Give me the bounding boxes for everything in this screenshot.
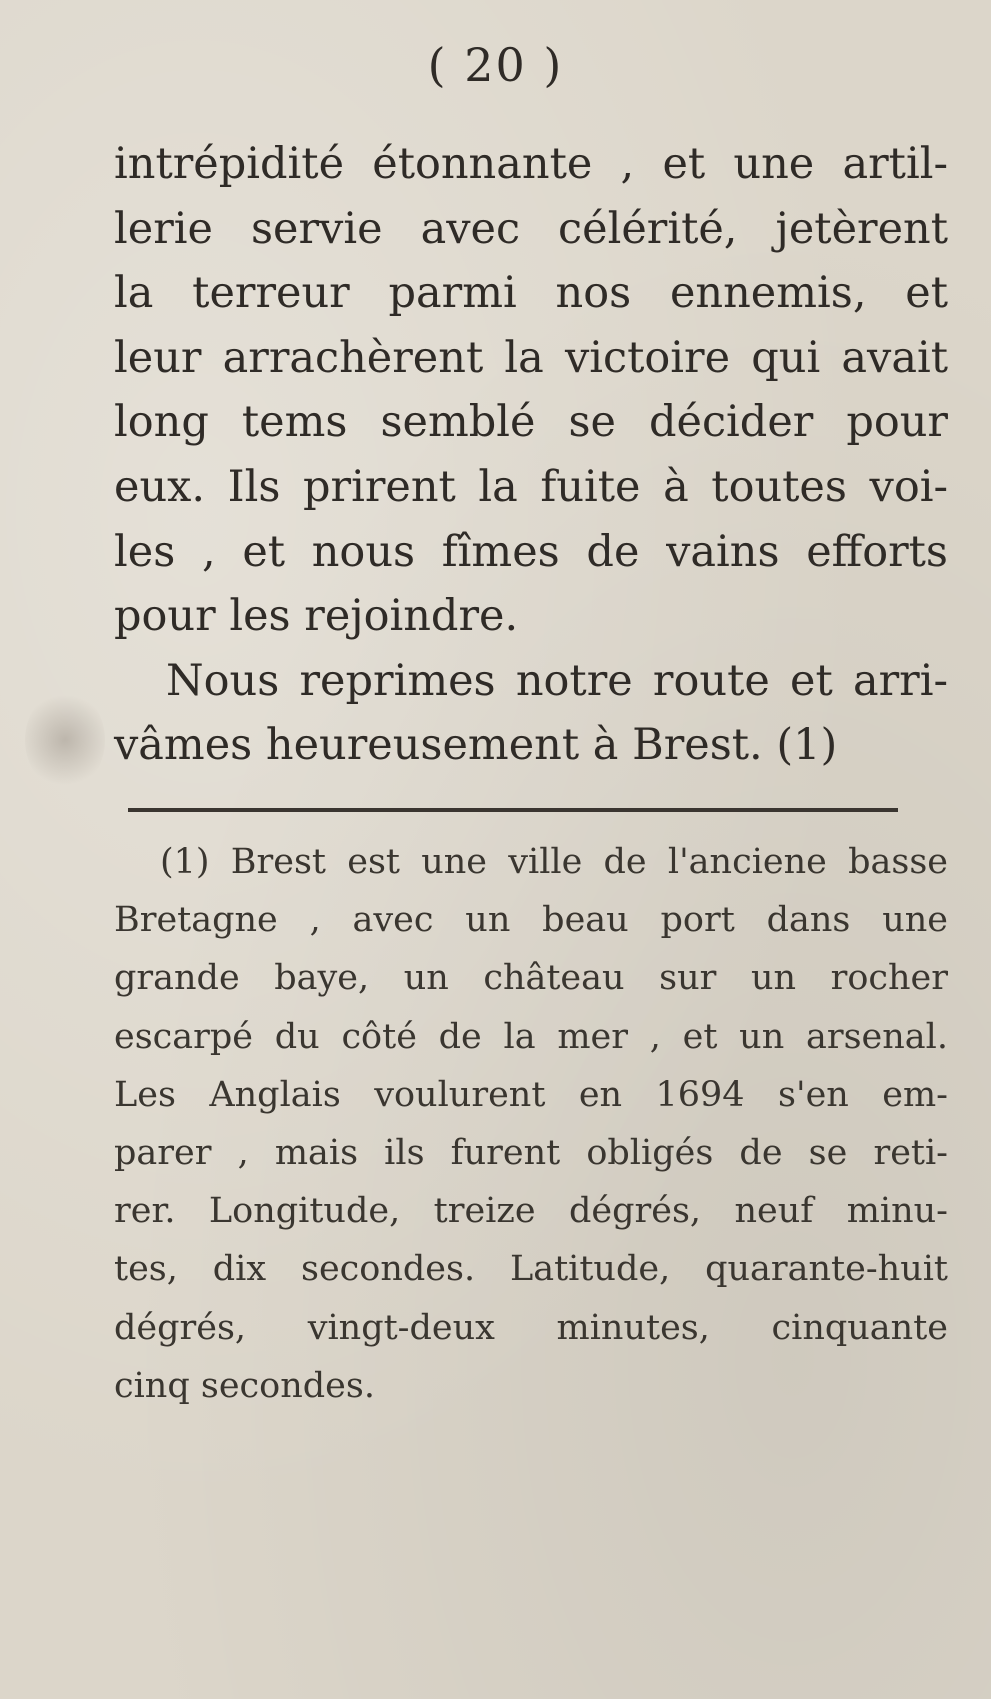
footnote-line: grande baye, un château sur un rocher (114, 958, 948, 999)
footnote-line: dégrés, vingt-deux minutes, cinquante (114, 1307, 948, 1348)
footnote-line: escarpé du côté de la mer , et un arsenal. (114, 1016, 948, 1057)
main-text-line: les , et nous fîmes de vains efforts (114, 526, 948, 577)
main-text (114, 132, 948, 778)
main-text-line: Nous reprimes notre route et arri- (166, 655, 948, 706)
footnote-line: rer. Longitude, treize dégrés, neuf minu- (114, 1191, 948, 1232)
main-text-line: vâmes heureusement à Brest. (1) (114, 720, 838, 771)
main-text-line: intrépidité étonnante , et une artil- (114, 139, 948, 189)
footnote-line: Bretagne , avec un beau port dans une (114, 900, 948, 941)
footnote-line: parer , mais ils furent obligés de se reti- (114, 1133, 948, 1174)
footnote-line: cinq secondes. (114, 1365, 375, 1406)
footnote-line: (1) Brest est une ville de l'anciene basse (160, 842, 948, 882)
main-text-line: la terreur parmi nos ennemis, et (114, 268, 948, 319)
main-text-line: pour les rejoindre. (114, 591, 519, 642)
footnote-line: tes, dix secondes. Latitude, quarante-huit (114, 1249, 948, 1290)
footnote (114, 833, 948, 1415)
main-text-line: eux. Ils prirent la fuite à toutes voi- (114, 461, 948, 512)
main-text-line: leur arrachèrent la victoire qui avait (114, 332, 948, 383)
paper-stain (25, 690, 105, 790)
main-text-line: lerie servie avec célérité, jetèrent (114, 203, 948, 254)
page-number: ( 20 ) (427, 38, 564, 92)
footnote-line: Les Anglais voulurent en 1694 s'en em- (114, 1074, 948, 1115)
main-text-line: long tems semblé se décider pour (114, 397, 948, 448)
footnote-divider (128, 808, 898, 812)
